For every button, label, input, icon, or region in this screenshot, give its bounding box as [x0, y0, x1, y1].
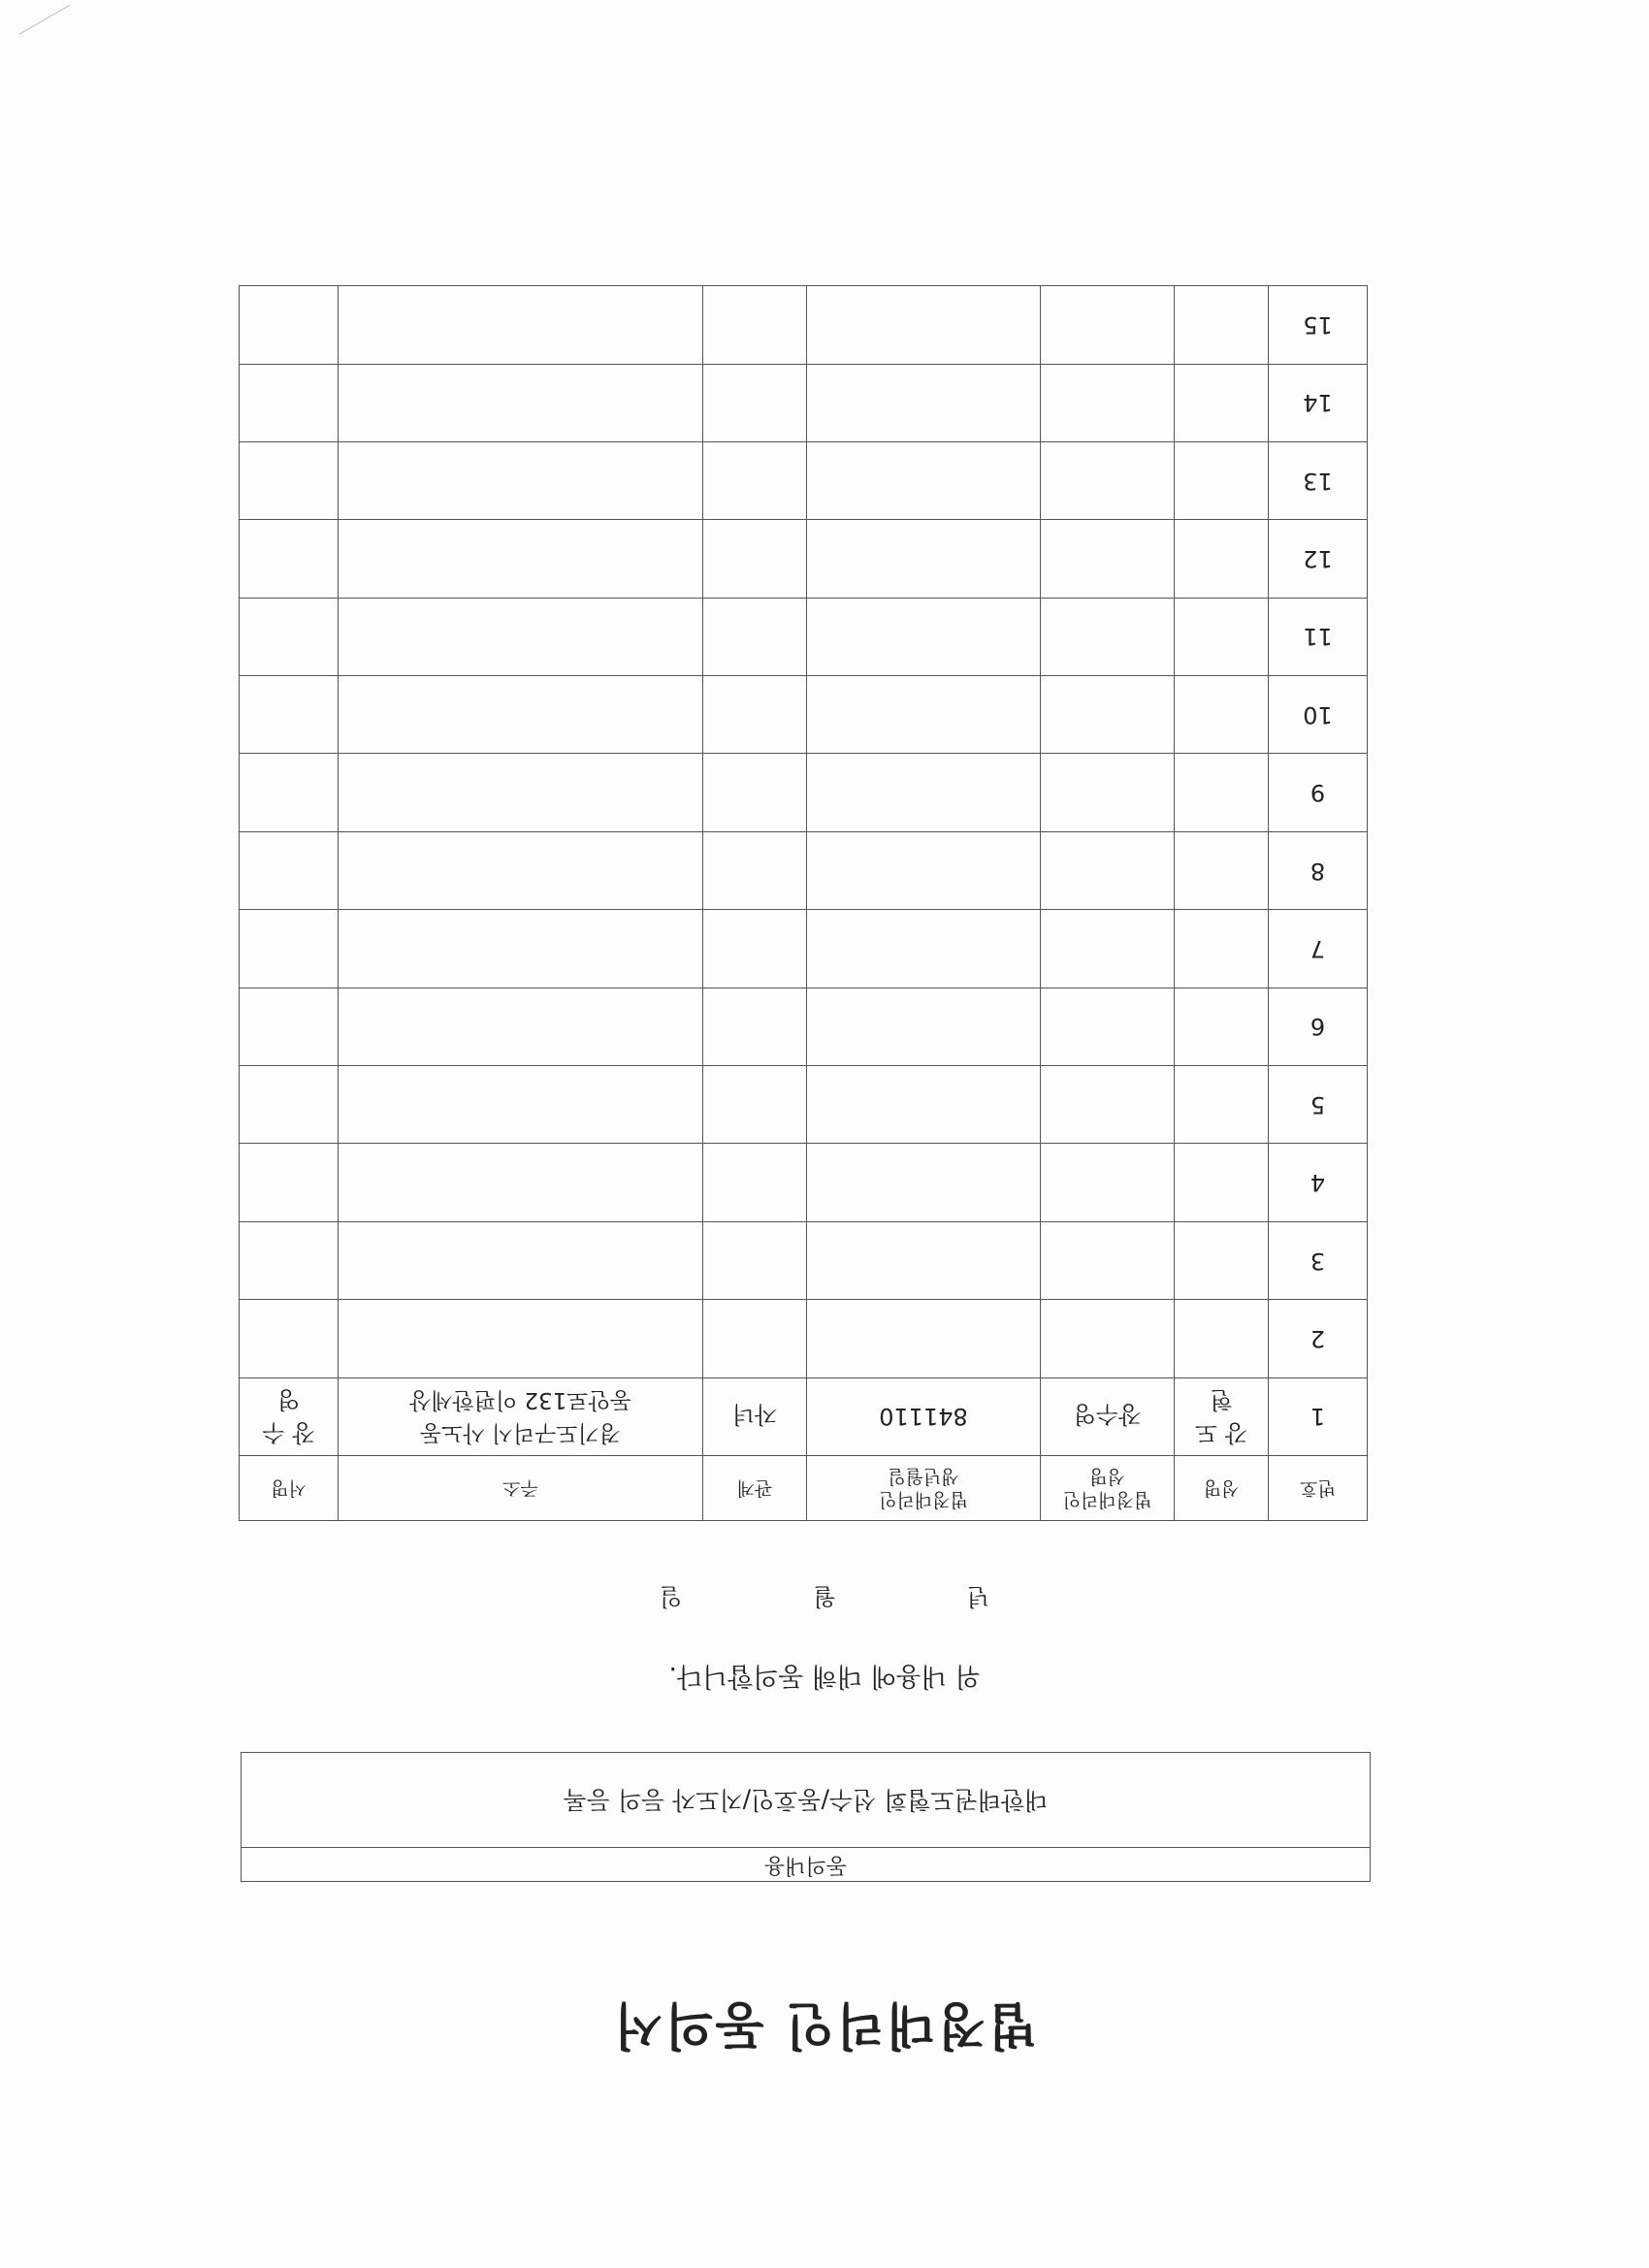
cell-no: 5: [1269, 1066, 1368, 1144]
date-month-label: 월: [813, 1583, 836, 1610]
table-row: [240, 1300, 1368, 1377]
page-corner-fold: [0, 0, 70, 35]
cell-no: 6: [1269, 988, 1368, 1065]
header-address: 주소: [339, 1456, 703, 1521]
table-row: [240, 1144, 1368, 1221]
cell-no: 4: [1269, 1144, 1368, 1221]
table-row: [240, 1066, 1368, 1144]
header-signature: 서명: [240, 1456, 339, 1521]
header-guardian-name: 법정대리인 성명: [1041, 1456, 1175, 1521]
cell-name: 강 도 현: [1175, 1377, 1269, 1455]
cell-no: 7: [1269, 910, 1368, 988]
cell-no: 9: [1269, 754, 1368, 831]
header-name: 성명: [1175, 1456, 1269, 1521]
guardian-table: [239, 285, 1368, 1521]
cell-no: 2: [1269, 1300, 1368, 1377]
cell-no: 8: [1269, 831, 1368, 909]
cell-no: 11: [1269, 598, 1368, 675]
cell-no: 14: [1269, 364, 1368, 441]
date-year-label: 년: [966, 1583, 990, 1610]
table-row: [240, 286, 1368, 364]
consent-box: [241, 1752, 1371, 1882]
table-row: [240, 988, 1368, 1065]
table-row: [240, 598, 1368, 675]
cell-no: 15: [1269, 286, 1368, 364]
cell-no: 3: [1269, 1221, 1368, 1299]
cell-relation: 자녀: [703, 1377, 807, 1455]
consent-header: 동의내용: [242, 1847, 1370, 1881]
table-header-row: [240, 1456, 1368, 1521]
document-title: 법정대리인 동의서: [612, 1995, 1037, 2054]
header-relation: 관계: [703, 1456, 807, 1521]
table-row: [240, 441, 1368, 519]
table-row: [240, 520, 1368, 598]
table-row: [240, 831, 1368, 909]
table-row: [240, 364, 1368, 441]
table-row: [240, 754, 1368, 831]
header-guardian-birth: 법정대리인 생년월일: [807, 1456, 1041, 1521]
header-no: 번호: [1269, 1456, 1368, 1521]
cell-no: 12: [1269, 520, 1368, 598]
consent-body: 대한태권도협회 선수/동호인/지도자 등의 등록: [563, 1786, 1049, 1814]
date-line: [0, 1582, 1649, 1616]
table-row: [240, 910, 1368, 988]
agree-statement: 위 내용에 대해 동의합니다.: [668, 1661, 981, 1691]
table-row: [240, 676, 1368, 754]
cell-no: 10: [1269, 676, 1368, 754]
table-row: [240, 1221, 1368, 1299]
cell-signature: 장 수 영: [240, 1377, 339, 1455]
table-row: [240, 1377, 1368, 1455]
cell-no: 13: [1269, 441, 1368, 519]
cell-address: 경기도구리시 사노동 동안로132 이편한세상: [339, 1377, 703, 1455]
cell-guardian-name: 장수영: [1041, 1377, 1175, 1455]
cell-no: 1: [1269, 1377, 1368, 1455]
cell-guardian-birth: 841110: [807, 1377, 1041, 1455]
date-day-label: 일: [659, 1583, 683, 1610]
